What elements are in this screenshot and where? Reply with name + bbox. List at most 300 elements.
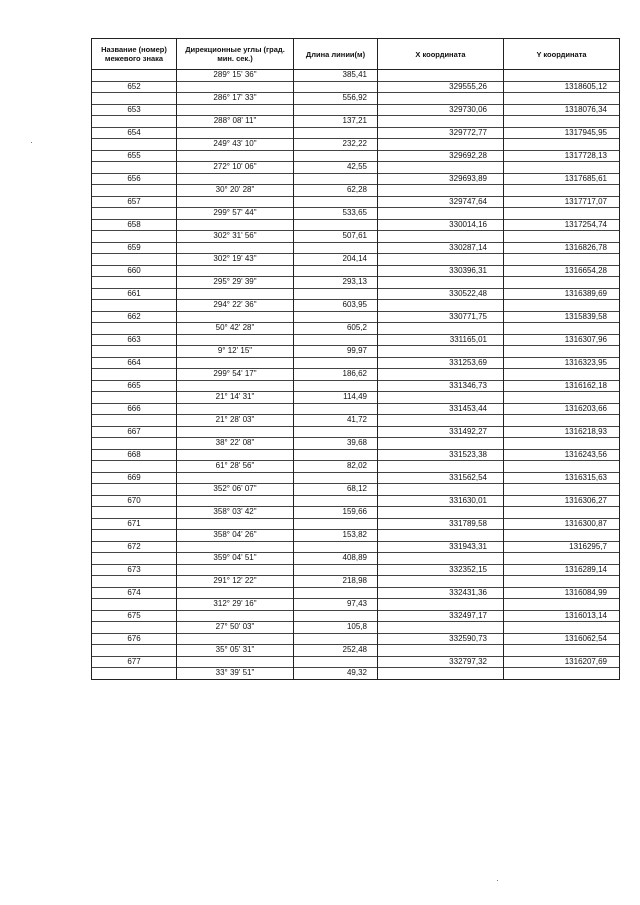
empty-cell bbox=[378, 461, 504, 473]
x-coordinate-cell: 331346,73 bbox=[378, 380, 504, 392]
length-cell: 99,97 bbox=[294, 346, 378, 358]
empty-cell bbox=[92, 553, 177, 565]
y-coordinate-cell: 1315839,58 bbox=[504, 311, 620, 323]
segment-row bbox=[92, 162, 620, 174]
point-name-cell: 673 bbox=[92, 564, 177, 576]
point-row bbox=[92, 357, 620, 369]
empty-cell bbox=[177, 265, 294, 277]
empty-cell bbox=[378, 323, 504, 335]
boundary-coordinates-document bbox=[91, 38, 619, 680]
x-coordinate-cell: 329555,26 bbox=[378, 81, 504, 93]
empty-cell bbox=[294, 518, 378, 530]
empty-cell bbox=[294, 196, 378, 208]
empty-cell bbox=[92, 645, 177, 657]
x-coordinate-cell: 330014,16 bbox=[378, 219, 504, 231]
empty-cell bbox=[92, 622, 177, 634]
empty-cell bbox=[504, 277, 620, 289]
bearing-cell: 299° 54' 17" bbox=[177, 369, 294, 381]
empty-cell bbox=[92, 507, 177, 519]
y-coordinate-cell: 1316084,99 bbox=[504, 587, 620, 599]
segment-row bbox=[92, 438, 620, 450]
empty-cell bbox=[294, 633, 378, 645]
point-name-cell: 652 bbox=[92, 81, 177, 93]
segment-row bbox=[92, 576, 620, 588]
empty-cell bbox=[177, 196, 294, 208]
point-name-cell: 655 bbox=[92, 150, 177, 162]
y-coordinate-cell: 1316203,66 bbox=[504, 403, 620, 415]
point-name-cell: 661 bbox=[92, 288, 177, 300]
empty-cell bbox=[92, 576, 177, 588]
segment-row bbox=[92, 622, 620, 634]
y-coordinate-cell: 1316243,56 bbox=[504, 449, 620, 461]
empty-cell bbox=[378, 93, 504, 105]
x-coordinate-cell: 332590,73 bbox=[378, 633, 504, 645]
empty-cell bbox=[294, 265, 378, 277]
x-coordinate-cell: 331789,58 bbox=[378, 518, 504, 530]
y-coordinate-cell: 1316207,69 bbox=[504, 656, 620, 668]
length-cell: 62,28 bbox=[294, 185, 378, 197]
empty-cell bbox=[92, 139, 177, 151]
segment-row bbox=[92, 185, 620, 197]
point-row bbox=[92, 472, 620, 484]
point-row bbox=[92, 81, 620, 93]
y-coordinate-cell: 1316389,69 bbox=[504, 288, 620, 300]
y-coordinate-cell: 1318605,12 bbox=[504, 81, 620, 93]
empty-cell bbox=[504, 415, 620, 427]
empty-cell bbox=[177, 380, 294, 392]
y-coordinate-cell: 1316654,28 bbox=[504, 265, 620, 277]
point-name-cell: 667 bbox=[92, 426, 177, 438]
x-coordinate-cell: 331453,44 bbox=[378, 403, 504, 415]
empty-cell bbox=[92, 438, 177, 450]
point-name-cell: 668 bbox=[92, 449, 177, 461]
y-coordinate-cell: 1316306,27 bbox=[504, 495, 620, 507]
empty-cell bbox=[378, 70, 504, 82]
point-row bbox=[92, 518, 620, 530]
segment-row bbox=[92, 208, 620, 220]
empty-cell bbox=[504, 392, 620, 404]
empty-cell bbox=[294, 449, 378, 461]
empty-cell bbox=[504, 576, 620, 588]
bearing-cell: 35° 05' 31" bbox=[177, 645, 294, 657]
empty-cell bbox=[294, 495, 378, 507]
length-cell: 605,2 bbox=[294, 323, 378, 335]
empty-cell bbox=[504, 93, 620, 105]
empty-cell bbox=[294, 380, 378, 392]
length-cell: 97,43 bbox=[294, 599, 378, 611]
empty-cell bbox=[92, 116, 177, 128]
length-cell: 408,89 bbox=[294, 553, 378, 565]
point-row bbox=[92, 656, 620, 668]
empty-cell bbox=[294, 426, 378, 438]
empty-cell bbox=[294, 104, 378, 116]
bearing-cell: 288° 08' 11" bbox=[177, 116, 294, 128]
header-point-name: Название (номер) межевого знака bbox=[92, 39, 177, 70]
segment-row bbox=[92, 323, 620, 335]
empty-cell bbox=[504, 484, 620, 496]
point-name-cell: 663 bbox=[92, 334, 177, 346]
point-name-cell: 658 bbox=[92, 219, 177, 231]
point-row bbox=[92, 633, 620, 645]
bearing-cell: 312° 29' 16" bbox=[177, 599, 294, 611]
empty-cell bbox=[177, 127, 294, 139]
empty-cell bbox=[504, 346, 620, 358]
x-coordinate-cell: 331523,38 bbox=[378, 449, 504, 461]
length-cell: 82,02 bbox=[294, 461, 378, 473]
y-coordinate-cell: 1316162,18 bbox=[504, 380, 620, 392]
x-coordinate-cell: 330287,14 bbox=[378, 242, 504, 254]
point-name-cell: 664 bbox=[92, 357, 177, 369]
empty-cell bbox=[504, 369, 620, 381]
x-coordinate-cell: 331165,01 bbox=[378, 334, 504, 346]
point-row bbox=[92, 196, 620, 208]
bearing-cell: 358° 04' 26" bbox=[177, 530, 294, 542]
point-name-cell: 674 bbox=[92, 587, 177, 599]
x-coordinate-cell: 329692,28 bbox=[378, 150, 504, 162]
segment-row bbox=[92, 231, 620, 243]
empty-cell bbox=[378, 139, 504, 151]
length-cell: 232,22 bbox=[294, 139, 378, 151]
empty-cell bbox=[177, 311, 294, 323]
point-name-cell: 659 bbox=[92, 242, 177, 254]
length-cell: 159,66 bbox=[294, 507, 378, 519]
bearing-cell: 302° 31' 56" bbox=[177, 231, 294, 243]
point-name-cell: 675 bbox=[92, 610, 177, 622]
point-row bbox=[92, 127, 620, 139]
empty-cell bbox=[504, 553, 620, 565]
point-row bbox=[92, 449, 620, 461]
empty-cell bbox=[92, 254, 177, 266]
empty-cell bbox=[92, 369, 177, 381]
empty-cell bbox=[294, 541, 378, 553]
length-cell: 218,98 bbox=[294, 576, 378, 588]
length-cell: 68,12 bbox=[294, 484, 378, 496]
point-row bbox=[92, 288, 620, 300]
empty-cell bbox=[504, 116, 620, 128]
length-cell: 49,32 bbox=[294, 668, 378, 680]
point-name-cell: 660 bbox=[92, 265, 177, 277]
empty-cell bbox=[177, 610, 294, 622]
empty-cell bbox=[504, 530, 620, 542]
y-coordinate-cell: 1316062,54 bbox=[504, 633, 620, 645]
empty-cell bbox=[378, 277, 504, 289]
bearing-cell: 358° 03' 42" bbox=[177, 507, 294, 519]
empty-cell bbox=[294, 81, 378, 93]
empty-cell bbox=[504, 323, 620, 335]
empty-cell bbox=[504, 139, 620, 151]
length-cell: 39,68 bbox=[294, 438, 378, 450]
empty-cell bbox=[504, 300, 620, 312]
empty-cell bbox=[177, 587, 294, 599]
empty-cell bbox=[378, 162, 504, 174]
empty-cell bbox=[378, 231, 504, 243]
point-name-cell: 653 bbox=[92, 104, 177, 116]
bearing-cell: 291° 12' 22" bbox=[177, 576, 294, 588]
empty-cell bbox=[378, 530, 504, 542]
point-row bbox=[92, 403, 620, 415]
point-row bbox=[92, 610, 620, 622]
length-cell: 252,48 bbox=[294, 645, 378, 657]
empty-cell bbox=[92, 300, 177, 312]
bearing-cell: 295° 29' 39" bbox=[177, 277, 294, 289]
y-coordinate-cell: 1316295,7 bbox=[504, 541, 620, 553]
empty-cell bbox=[294, 127, 378, 139]
empty-cell bbox=[294, 564, 378, 576]
bearing-cell: 272° 10' 06" bbox=[177, 162, 294, 174]
bearing-cell: 50° 42' 28" bbox=[177, 323, 294, 335]
header-bearing: Дирекционные углы (град. мин. сек.) bbox=[177, 39, 294, 70]
x-coordinate-cell: 332497,17 bbox=[378, 610, 504, 622]
bearing-cell: 249° 43' 10" bbox=[177, 139, 294, 151]
segment-row bbox=[92, 599, 620, 611]
empty-cell bbox=[294, 311, 378, 323]
point-row bbox=[92, 242, 620, 254]
empty-cell bbox=[504, 208, 620, 220]
point-name-cell: 676 bbox=[92, 633, 177, 645]
point-name-cell: 671 bbox=[92, 518, 177, 530]
empty-cell bbox=[378, 484, 504, 496]
point-row bbox=[92, 173, 620, 185]
empty-cell bbox=[177, 633, 294, 645]
empty-cell bbox=[177, 357, 294, 369]
length-cell: 153,82 bbox=[294, 530, 378, 542]
segment-row bbox=[92, 530, 620, 542]
bearing-cell: 294° 22' 36" bbox=[177, 300, 294, 312]
empty-cell bbox=[177, 173, 294, 185]
length-cell: 105,8 bbox=[294, 622, 378, 634]
empty-cell bbox=[294, 334, 378, 346]
empty-cell bbox=[92, 530, 177, 542]
x-coordinate-cell: 331943,31 bbox=[378, 541, 504, 553]
point-row bbox=[92, 219, 620, 231]
empty-cell bbox=[92, 484, 177, 496]
empty-cell bbox=[92, 208, 177, 220]
segment-row bbox=[92, 369, 620, 381]
empty-cell bbox=[92, 346, 177, 358]
empty-cell bbox=[378, 668, 504, 680]
empty-cell bbox=[92, 599, 177, 611]
segment-row bbox=[92, 70, 620, 82]
y-coordinate-cell: 1316315,63 bbox=[504, 472, 620, 484]
empty-cell bbox=[92, 392, 177, 404]
length-cell: 137,21 bbox=[294, 116, 378, 128]
scan-speck bbox=[497, 880, 498, 881]
empty-cell bbox=[294, 472, 378, 484]
empty-cell bbox=[92, 231, 177, 243]
empty-cell bbox=[177, 541, 294, 553]
empty-cell bbox=[504, 645, 620, 657]
empty-cell bbox=[177, 495, 294, 507]
length-cell: 293,13 bbox=[294, 277, 378, 289]
empty-cell bbox=[294, 288, 378, 300]
empty-cell bbox=[177, 518, 294, 530]
empty-cell bbox=[177, 656, 294, 668]
point-name-cell: 662 bbox=[92, 311, 177, 323]
empty-cell bbox=[92, 277, 177, 289]
point-row bbox=[92, 150, 620, 162]
empty-cell bbox=[92, 415, 177, 427]
empty-cell bbox=[92, 93, 177, 105]
empty-cell bbox=[378, 645, 504, 657]
x-coordinate-cell: 332431,36 bbox=[378, 587, 504, 599]
segment-row bbox=[92, 392, 620, 404]
empty-cell bbox=[294, 357, 378, 369]
empty-cell bbox=[504, 599, 620, 611]
empty-cell bbox=[378, 254, 504, 266]
header-y: Y координата bbox=[504, 39, 620, 70]
header-row bbox=[92, 39, 620, 70]
segment-row bbox=[92, 415, 620, 427]
bearing-cell: 359° 04' 51" bbox=[177, 553, 294, 565]
segment-row bbox=[92, 461, 620, 473]
x-coordinate-cell: 329693,89 bbox=[378, 173, 504, 185]
y-coordinate-cell: 1316300,87 bbox=[504, 518, 620, 530]
length-cell: 603,95 bbox=[294, 300, 378, 312]
segment-row bbox=[92, 254, 620, 266]
x-coordinate-cell: 332797,32 bbox=[378, 656, 504, 668]
empty-cell bbox=[378, 208, 504, 220]
length-cell: 186,62 bbox=[294, 369, 378, 381]
x-coordinate-cell: 331253,69 bbox=[378, 357, 504, 369]
empty-cell bbox=[378, 415, 504, 427]
scan-speck bbox=[31, 142, 32, 143]
x-coordinate-cell: 330771,75 bbox=[378, 311, 504, 323]
empty-cell bbox=[294, 403, 378, 415]
y-coordinate-cell: 1317945,95 bbox=[504, 127, 620, 139]
x-coordinate-cell: 331492,27 bbox=[378, 426, 504, 438]
segment-row bbox=[92, 484, 620, 496]
y-coordinate-cell: 1316218,93 bbox=[504, 426, 620, 438]
x-coordinate-cell: 329747,64 bbox=[378, 196, 504, 208]
bearing-cell: 27° 50' 03" bbox=[177, 622, 294, 634]
length-cell: 533,65 bbox=[294, 208, 378, 220]
x-coordinate-cell: 329772,77 bbox=[378, 127, 504, 139]
table-body bbox=[92, 70, 620, 680]
bearing-cell: 302° 19' 43" bbox=[177, 254, 294, 266]
empty-cell bbox=[504, 231, 620, 243]
point-row bbox=[92, 587, 620, 599]
length-cell: 507,61 bbox=[294, 231, 378, 243]
point-row bbox=[92, 541, 620, 553]
point-row bbox=[92, 426, 620, 438]
empty-cell bbox=[92, 162, 177, 174]
empty-cell bbox=[92, 461, 177, 473]
bearing-cell: 352° 06' 07" bbox=[177, 484, 294, 496]
y-coordinate-cell: 1317685,61 bbox=[504, 173, 620, 185]
segment-row bbox=[92, 93, 620, 105]
empty-cell bbox=[378, 346, 504, 358]
empty-cell bbox=[92, 70, 177, 82]
empty-cell bbox=[504, 162, 620, 174]
bearing-cell: 299° 57' 44" bbox=[177, 208, 294, 220]
empty-cell bbox=[378, 438, 504, 450]
segment-row bbox=[92, 277, 620, 289]
empty-cell bbox=[177, 472, 294, 484]
empty-cell bbox=[177, 81, 294, 93]
point-name-cell: 665 bbox=[92, 380, 177, 392]
header-length: Длина линии(м) bbox=[294, 39, 378, 70]
empty-cell bbox=[177, 426, 294, 438]
bearing-cell: 30° 20' 28" bbox=[177, 185, 294, 197]
point-row bbox=[92, 564, 620, 576]
empty-cell bbox=[177, 242, 294, 254]
segment-row bbox=[92, 645, 620, 657]
point-name-cell: 656 bbox=[92, 173, 177, 185]
x-coordinate-cell: 329730,06 bbox=[378, 104, 504, 116]
length-cell: 204,14 bbox=[294, 254, 378, 266]
x-coordinate-cell: 331630,01 bbox=[378, 495, 504, 507]
empty-cell bbox=[177, 564, 294, 576]
empty-cell bbox=[504, 668, 620, 680]
x-coordinate-cell: 330396,31 bbox=[378, 265, 504, 277]
empty-cell bbox=[294, 587, 378, 599]
empty-cell bbox=[294, 173, 378, 185]
point-row bbox=[92, 104, 620, 116]
empty-cell bbox=[294, 656, 378, 668]
empty-cell bbox=[504, 254, 620, 266]
empty-cell bbox=[92, 668, 177, 680]
empty-cell bbox=[504, 185, 620, 197]
y-coordinate-cell: 1317728,13 bbox=[504, 150, 620, 162]
empty-cell bbox=[378, 392, 504, 404]
x-coordinate-cell: 331562,54 bbox=[378, 472, 504, 484]
length-cell: 114,49 bbox=[294, 392, 378, 404]
empty-cell bbox=[378, 599, 504, 611]
point-row bbox=[92, 311, 620, 323]
y-coordinate-cell: 1318076,34 bbox=[504, 104, 620, 116]
empty-cell bbox=[177, 150, 294, 162]
length-cell: 42,55 bbox=[294, 162, 378, 174]
segment-row bbox=[92, 553, 620, 565]
bearing-cell: 21° 28' 03" bbox=[177, 415, 294, 427]
bearing-cell: 21° 14' 31" bbox=[177, 392, 294, 404]
point-name-cell: 677 bbox=[92, 656, 177, 668]
bearing-cell: 61° 28' 56" bbox=[177, 461, 294, 473]
segment-row bbox=[92, 668, 620, 680]
empty-cell bbox=[378, 300, 504, 312]
empty-cell bbox=[378, 622, 504, 634]
empty-cell bbox=[294, 610, 378, 622]
empty-cell bbox=[294, 150, 378, 162]
y-coordinate-cell: 1316289,14 bbox=[504, 564, 620, 576]
x-coordinate-cell: 330522,48 bbox=[378, 288, 504, 300]
point-row bbox=[92, 495, 620, 507]
empty-cell bbox=[294, 219, 378, 231]
empty-cell bbox=[177, 449, 294, 461]
segment-row bbox=[92, 116, 620, 128]
empty-cell bbox=[177, 104, 294, 116]
length-cell: 41,72 bbox=[294, 415, 378, 427]
empty-cell bbox=[177, 334, 294, 346]
length-cell: 556,92 bbox=[294, 93, 378, 105]
y-coordinate-cell: 1316013,14 bbox=[504, 610, 620, 622]
point-name-cell: 672 bbox=[92, 541, 177, 553]
x-coordinate-cell: 332352,15 bbox=[378, 564, 504, 576]
empty-cell bbox=[378, 576, 504, 588]
empty-cell bbox=[177, 219, 294, 231]
empty-cell bbox=[504, 622, 620, 634]
empty-cell bbox=[378, 369, 504, 381]
empty-cell bbox=[504, 70, 620, 82]
bearing-cell: 9° 12' 15" bbox=[177, 346, 294, 358]
point-name-cell: 666 bbox=[92, 403, 177, 415]
empty-cell bbox=[378, 507, 504, 519]
point-name-cell: 657 bbox=[92, 196, 177, 208]
coordinates-table bbox=[91, 38, 620, 680]
y-coordinate-cell: 1317254,74 bbox=[504, 219, 620, 231]
header-x: X координата bbox=[378, 39, 504, 70]
point-name-cell: 670 bbox=[92, 495, 177, 507]
